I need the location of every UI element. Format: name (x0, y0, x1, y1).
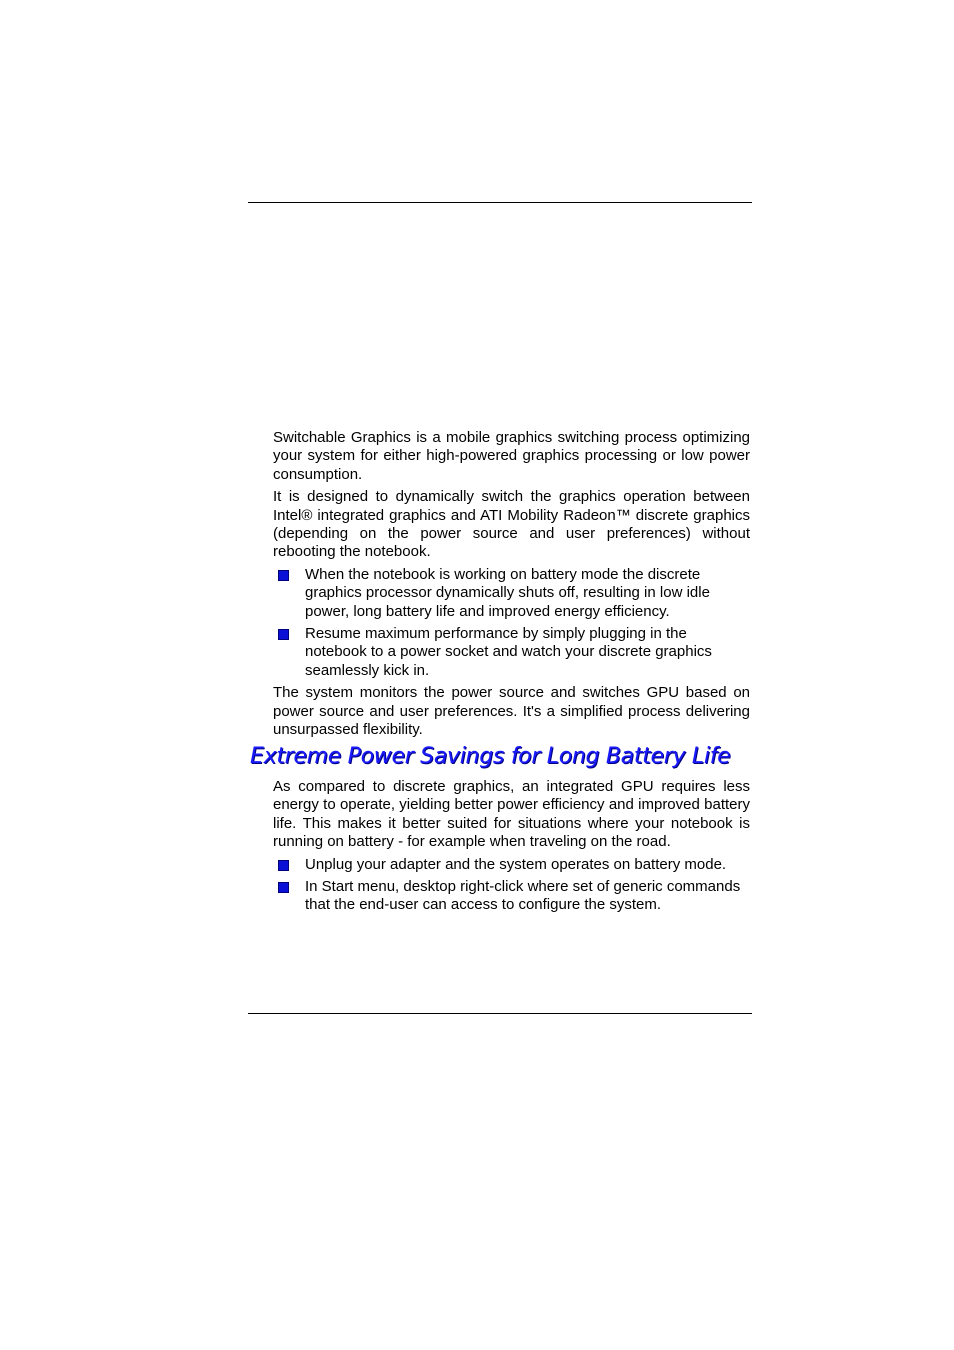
list-item (273, 856, 750, 874)
intro-closing-paragraph: The system monitors the power source and switches GPU based on power source and user preferences. It's a simplified process delivering unsurpassed flexibility. (273, 684, 750, 738)
section-paragraph: As compared to discrete graphics, an integrated GPU requires less energy to operate, yielding better power efficiency and improved battery life. This makes it better suited for situations where your notebook is running on battery - for example when traveling on the road. (273, 778, 750, 850)
header-rule (248, 202, 752, 203)
intro-paragraph-2: It is designed to dynamically switch the graphics operation between Intel® integrated graphics and ATI Mobility Radeon™ discrete graphics (depending on the power source and user preferences) without rebooting the notebook. (273, 488, 750, 561)
bullet-text: When the notebook is working on battery mode the discrete graphics processor dynamically shuts off, resulting in low idle power, long battery life and improved energy efficiency. (305, 566, 710, 620)
intro-section (273, 429, 750, 744)
square-bullet-icon (278, 570, 289, 581)
bullet-text: In Start menu, desktop right-click where set of generic commands that the end-user can access to configure the system. (305, 877, 741, 914)
list-item (273, 878, 750, 915)
bullet-text: Unplug your adapter and the system operates on battery mode. (305, 855, 727, 873)
section-bullet-list (273, 856, 750, 915)
square-bullet-icon (278, 882, 289, 893)
intro-bullet-list (273, 566, 750, 680)
footer-rule (248, 1013, 752, 1014)
list-item (273, 566, 750, 621)
bullet-text: Resume maximum performance by simply plugging in the notebook to a power socket and watch your discrete graphics seamlessly kick in. (305, 624, 712, 679)
square-bullet-icon (278, 860, 289, 871)
square-bullet-icon (278, 629, 289, 640)
intro-paragraph-1: Switchable Graphics is a mobile graphics switching process optimizing your system for either high-powered graphics processing or low power consumption. (273, 429, 750, 483)
list-item (273, 625, 750, 680)
power-savings-section (273, 778, 750, 919)
section-heading: Extreme Power Savings for Long Battery Life (250, 744, 731, 769)
